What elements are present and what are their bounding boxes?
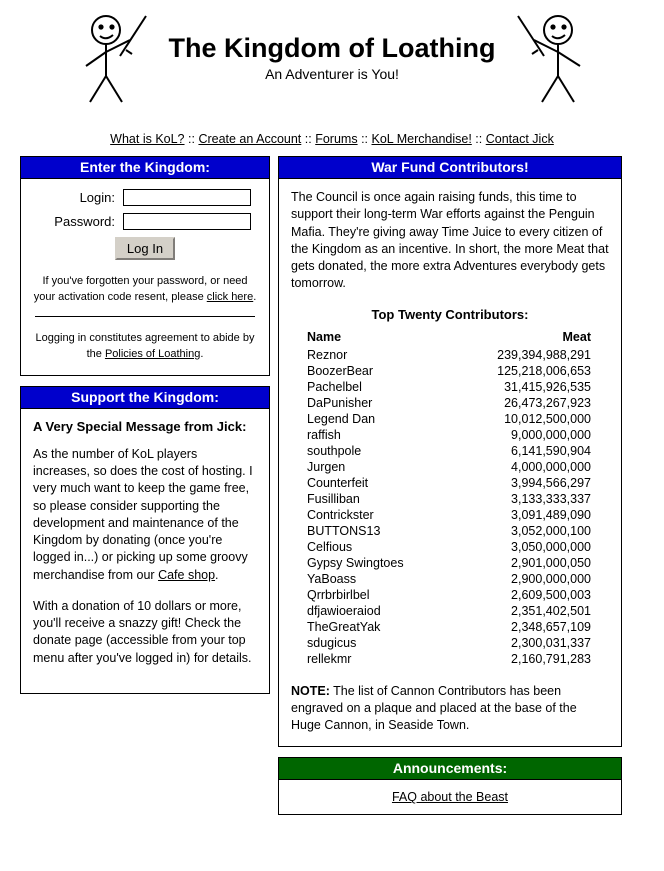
contributor-name: BoozerBear	[307, 363, 374, 378]
contributor-meat: 125,218,006,653	[497, 363, 591, 378]
contributor-name: TheGreatYak	[307, 619, 381, 634]
contributor-meat: 4,000,000,000	[511, 459, 591, 474]
table-row	[291, 539, 609, 555]
login-panel-heading: Enter the Kingdom:	[21, 157, 269, 179]
top-navigation	[0, 132, 664, 146]
contributor-name: Qrrbrbirlbel	[307, 587, 370, 602]
nav-link-create-account[interactable]: Create an Account	[198, 132, 302, 146]
table-row	[291, 651, 609, 667]
page-header	[0, 0, 664, 118]
table-row	[291, 523, 609, 539]
policies-text-before: Logging in constitutes agreement to abide by the	[35, 331, 255, 360]
war-fund-body	[279, 179, 621, 746]
password-field-row	[33, 213, 257, 230]
nav-separator: ::	[475, 132, 483, 146]
contributor-meat: 6,141,590,904	[511, 443, 591, 458]
cafe-shop-link[interactable]: Cafe shop	[158, 567, 216, 582]
contributors-table	[291, 330, 609, 667]
contributor-name: BUTTONS13	[307, 523, 381, 538]
login-divider	[35, 316, 255, 317]
contributor-meat: 2,901,000,050	[511, 555, 591, 570]
contributor-name: Jurgen	[307, 459, 346, 474]
page-subtitle: An Adventurer is You!	[265, 66, 399, 83]
table-row	[291, 555, 609, 571]
contributor-meat: 239,394,988,291	[497, 347, 591, 362]
war-fund-panel	[278, 156, 622, 747]
war-fund-note-label: NOTE:	[291, 683, 330, 698]
nav-link-merchandise[interactable]: KoL Merchandise!	[371, 132, 472, 146]
log-in-button[interactable]: Log In	[115, 237, 175, 260]
contributor-name: Legend Dan	[307, 411, 376, 426]
war-fund-heading: War Fund Contributors!	[279, 157, 621, 179]
table-row	[291, 603, 609, 619]
contributor-meat: 2,351,402,501	[511, 603, 591, 618]
contributor-meat: 2,900,000,000	[511, 571, 591, 586]
contributor-name: DaPunisher	[307, 395, 373, 410]
table-row	[291, 395, 609, 411]
contributor-name: raffish	[307, 427, 341, 442]
contributor-name: Contrickster	[307, 507, 374, 522]
support-subtitle: A Very Special Message from Jick:	[33, 418, 247, 434]
left-column	[20, 156, 270, 704]
contributor-meat: 2,300,031,337	[511, 635, 591, 650]
top-contributors-title: Top Twenty Contributors:	[371, 306, 529, 322]
nav-link-what-is-kol[interactable]: What is KoL?	[110, 132, 185, 146]
table-row	[291, 507, 609, 523]
contributor-meat: 3,133,333,337	[511, 491, 591, 506]
support-panel	[20, 386, 270, 694]
nav-link-forums[interactable]: Forums	[315, 132, 358, 146]
table-row	[291, 347, 609, 363]
nav-separator: ::	[304, 132, 312, 146]
announcements-panel	[278, 757, 622, 815]
contributor-name: rellekmr	[307, 651, 352, 666]
contributor-meat: 2,160,791,283	[511, 651, 591, 666]
contributor-name: Counterfeit	[307, 475, 369, 490]
support-para1-before: As the number of KoL players increases, so does the cost of hosting. I very much want to keep the game free, so please consider supporting the development and maintenance of the Kingdom by donating (once you're logged in...) or picking up some groovy merchandise from our	[33, 446, 253, 582]
table-row	[291, 443, 609, 459]
contributors-table-head	[291, 330, 609, 347]
contributor-name: Reznor	[307, 347, 348, 362]
contributor-name: Celfious	[307, 539, 353, 554]
contributor-meat: 2,348,657,109	[511, 619, 591, 634]
support-panel-body	[21, 409, 269, 693]
page-title: The Kingdom of Loathing	[168, 33, 496, 63]
password-input[interactable]	[123, 213, 251, 230]
announcement-link-faq[interactable]: FAQ about the Beast	[391, 790, 509, 805]
column-header-name: Name	[307, 329, 342, 344]
contributor-name: sdugicus	[307, 635, 357, 650]
announcements-heading: Announcements:	[279, 758, 621, 780]
table-row	[291, 459, 609, 475]
table-row	[291, 635, 609, 651]
right-column	[278, 156, 622, 825]
main-columns	[0, 156, 664, 825]
table-row	[291, 427, 609, 443]
login-field-row	[33, 189, 257, 206]
contributor-meat: 3,050,000,000	[511, 539, 591, 554]
table-row	[291, 571, 609, 587]
forgot-password-text-before: If you've forgotten your password, or need your activation code resent, please	[33, 275, 248, 303]
column-header-meat: Meat	[562, 329, 591, 344]
support-para1-after: .	[215, 567, 219, 582]
policies-text-after: .	[200, 347, 204, 360]
contributors-table-body	[291, 347, 609, 667]
contributor-name: Pachelbel	[307, 379, 362, 394]
support-paragraph-1	[33, 446, 257, 584]
table-header-row	[291, 330, 609, 347]
announcements-body	[279, 780, 621, 814]
contributor-name: Gypsy Swingtoes	[307, 555, 404, 570]
login-input[interactable]	[123, 189, 251, 206]
war-fund-intro: The Council is once again raising funds, this time to support their long-term War efforts against the Penguin Mafia. They're giving away Time Juice to every citizen of the Kingdom as an incentive. In short, the more Meat that gets donated, the more extra Adventures everybody gets tomorrow.	[291, 190, 609, 291]
forgot-password-note	[33, 274, 257, 306]
contributor-meat: 10,012,500,000	[504, 411, 591, 426]
login-panel	[20, 156, 270, 376]
contributor-meat: 26,473,267,923	[504, 395, 591, 410]
support-panel-heading: Support the Kingdom:	[21, 387, 269, 409]
password-label: Password:	[54, 214, 115, 229]
contributor-name: dfjawioeraiod	[307, 603, 381, 618]
war-fund-note-text: The list of Cannon Contributors has been engraved on a plaque and placed at the base of the Huge Cannon, in Seaside Town.	[291, 683, 577, 732]
forgot-password-text-after: .	[253, 290, 257, 303]
contributor-meat: 3,091,489,090	[511, 507, 591, 522]
nav-link-contact-jick[interactable]: Contact Jick	[485, 132, 554, 146]
table-row	[291, 379, 609, 395]
login-label: Login:	[79, 190, 115, 205]
contributor-meat: 3,994,566,297	[511, 475, 591, 490]
nav-separator: ::	[188, 132, 195, 146]
contributor-name: southpole	[307, 443, 362, 458]
contributor-meat: 3,052,000,100	[511, 523, 591, 538]
war-fund-note	[291, 683, 609, 735]
contributor-meat: 9,000,000,000	[511, 427, 591, 442]
contributor-meat: 2,609,500,003	[511, 587, 591, 602]
login-button-row	[33, 237, 257, 260]
policies-link[interactable]: Policies of Loathing	[104, 347, 201, 360]
table-row	[291, 411, 609, 427]
table-row	[291, 491, 609, 507]
contributor-name: YaBoass	[307, 571, 357, 586]
forgot-password-link[interactable]: click here	[206, 290, 254, 303]
login-panel-body	[21, 179, 269, 375]
contributor-name: Fusilliban	[307, 491, 360, 506]
table-row	[291, 619, 609, 635]
contributor-meat: 31,415,926,535	[504, 379, 591, 394]
table-row	[291, 587, 609, 603]
policies-note	[33, 331, 257, 363]
table-row	[291, 475, 609, 491]
nav-separator: ::	[361, 132, 369, 146]
support-paragraph-2: With a donation of 10 dollars or more, you'll receive a snazzy gift! Check the donate page (accessible from your top menu after you've logged in) for details.	[33, 598, 252, 665]
table-row	[291, 363, 609, 379]
